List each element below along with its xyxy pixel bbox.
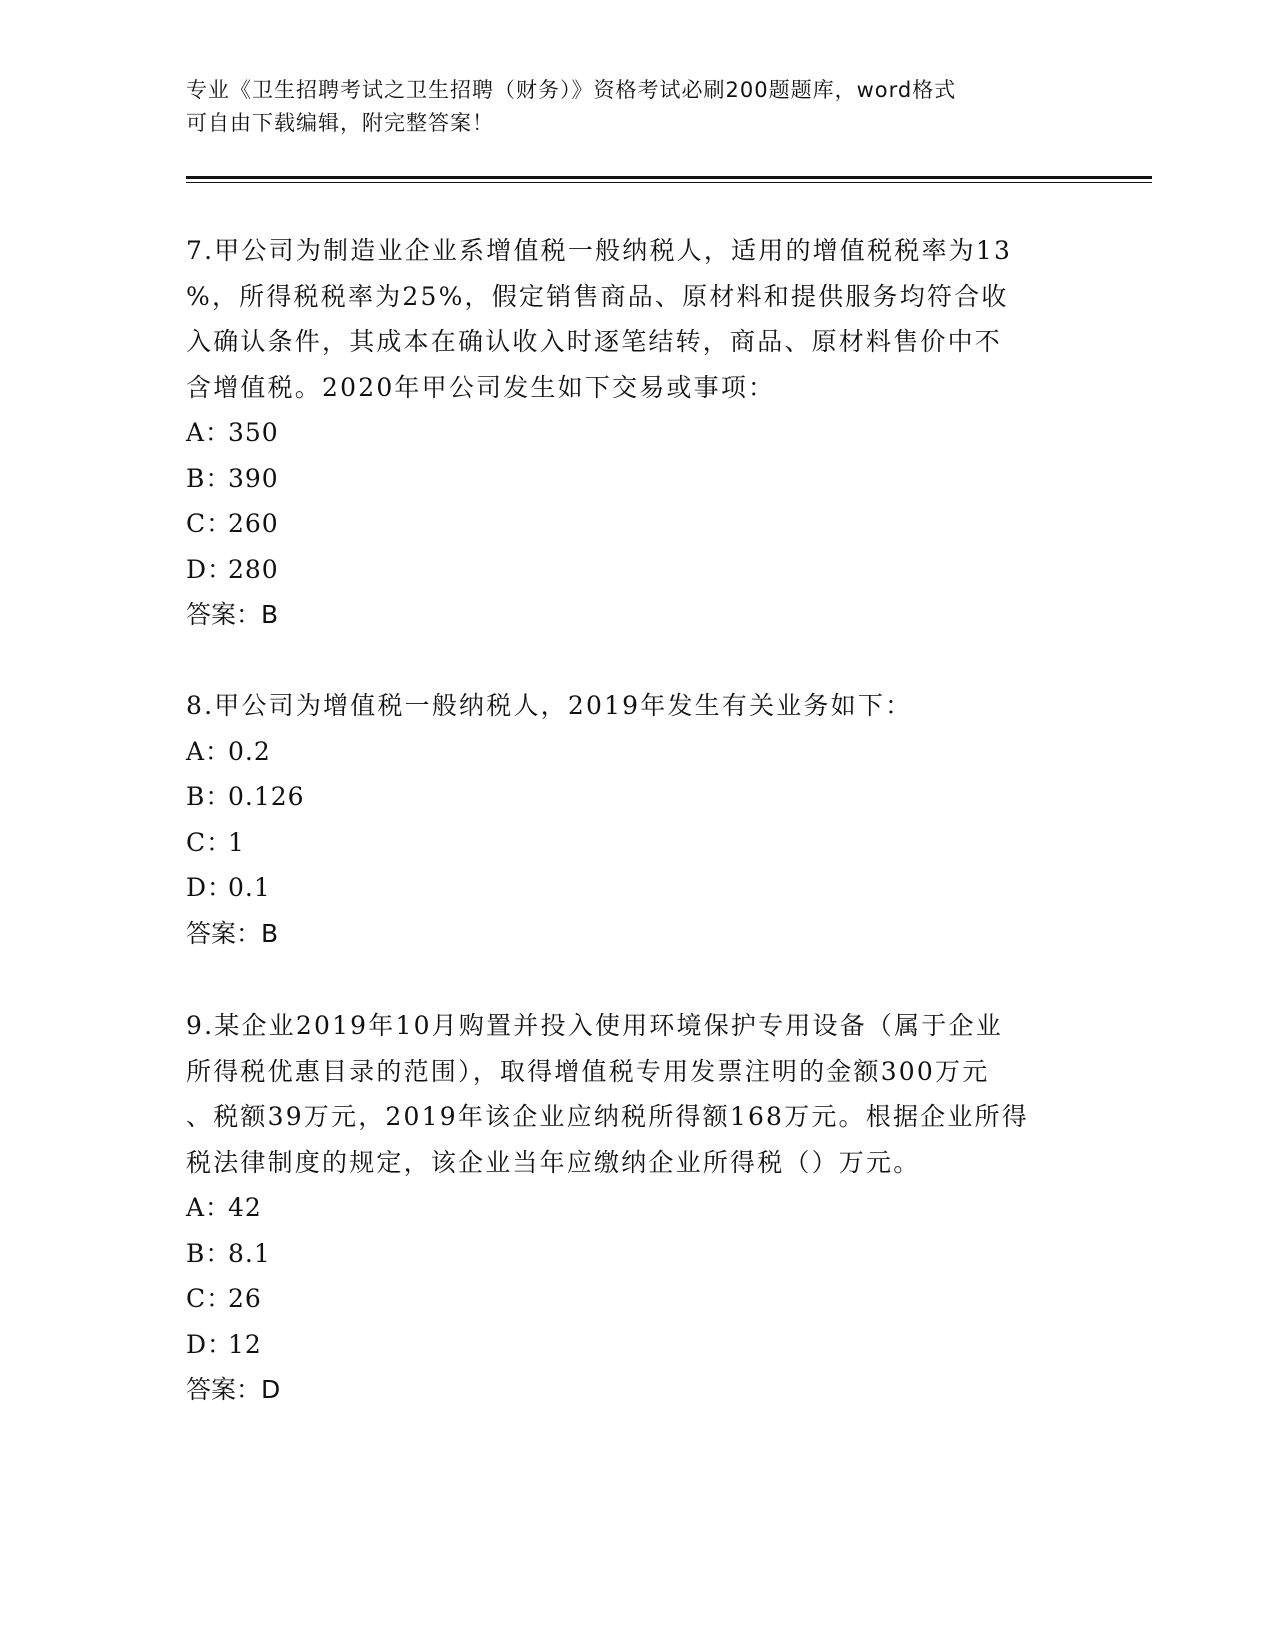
option-letter: A：	[186, 1193, 232, 1222]
question-stem-line: 8.甲公司为增值税一般纳税人，2019年发生有关业务如下：	[186, 691, 913, 720]
question-9	[186, 1003, 1086, 1413]
question-stem-line: 税法律制度的规定，该企业当年应缴纳企业所得税（）万元。	[186, 1147, 921, 1177]
question-8	[186, 683, 1086, 956]
header-divider-thick	[186, 176, 1152, 179]
option-text: 12	[228, 1329, 262, 1359]
question-stem-line: 含增值税。2020年甲公司发生如下交易或事项：	[186, 372, 776, 402]
option-text: 42	[228, 1193, 262, 1222]
document-header	[186, 74, 1086, 140]
option-a	[186, 729, 1086, 775]
header-line-2: 可自由下载编辑，附完整答案！	[186, 111, 494, 135]
option-d	[186, 865, 1086, 911]
question-stem-line: 所得税优惠目录的范围），取得增值税专用发票注明的金额300万元	[186, 1056, 990, 1086]
option-text: 390	[228, 463, 279, 493]
question-stem-line: 9.某企业2019年10月购置并投入使用环境保护专用设备（属于企业	[186, 1011, 1003, 1040]
option-text: 350	[228, 418, 279, 447]
option-c	[186, 1276, 1086, 1322]
option-text: 260	[228, 509, 279, 538]
option-text: 0.126	[228, 782, 305, 811]
question-7	[186, 228, 1086, 638]
option-text: 0.2	[228, 736, 271, 766]
option-letter: C：	[186, 509, 233, 538]
header-line-1: 专业《卫生招聘考试之卫生招聘（财务）》资格考试必刷200题题库，word格式	[186, 78, 957, 102]
option-a	[186, 410, 1086, 456]
option-letter: D：	[186, 873, 234, 902]
option-b	[186, 1231, 1086, 1277]
option-letter: D：	[186, 554, 234, 584]
option-letter: C：	[186, 827, 233, 857]
header-divider-thin	[186, 182, 1152, 183]
option-b	[186, 774, 1086, 820]
option-letter: A：	[186, 736, 232, 766]
option-a	[186, 1185, 1086, 1231]
option-letter: A：	[186, 418, 232, 447]
option-letter: B：	[186, 782, 232, 811]
question-stem-line: 7.甲公司为制造业企业系增值税一般纳税人，适用的增值税税率为13	[186, 236, 1013, 265]
question-stem-line: %，所得税税率为25%，假定销售商品、原材料和提供服务均符合收	[186, 281, 1009, 311]
option-c	[186, 501, 1086, 547]
option-letter: B：	[186, 463, 232, 493]
option-letter: B：	[186, 1238, 232, 1268]
option-text: 8.1	[228, 1238, 271, 1268]
option-text: 1	[228, 827, 245, 857]
option-d	[186, 1322, 1086, 1368]
answer-line: 答案：D	[186, 1375, 281, 1404]
option-b	[186, 456, 1086, 502]
option-letter: D：	[186, 1329, 234, 1359]
answer-line: 答案：B	[186, 600, 279, 629]
option-text: 280	[228, 554, 279, 584]
option-text: 0.1	[228, 873, 271, 902]
option-text: 26	[228, 1284, 262, 1313]
option-d	[186, 547, 1086, 593]
option-c	[186, 820, 1086, 866]
question-stem-line: 、税额39万元，2019年该企业应纳税所得额168万元。根据企业所得	[186, 1102, 1029, 1131]
option-letter: C：	[186, 1284, 233, 1313]
answer-line: 答案：B	[186, 918, 279, 948]
question-stem-line: 入确认条件，其成本在确认收入时逐笔结转，商品、原材料售价中不	[186, 327, 1003, 356]
